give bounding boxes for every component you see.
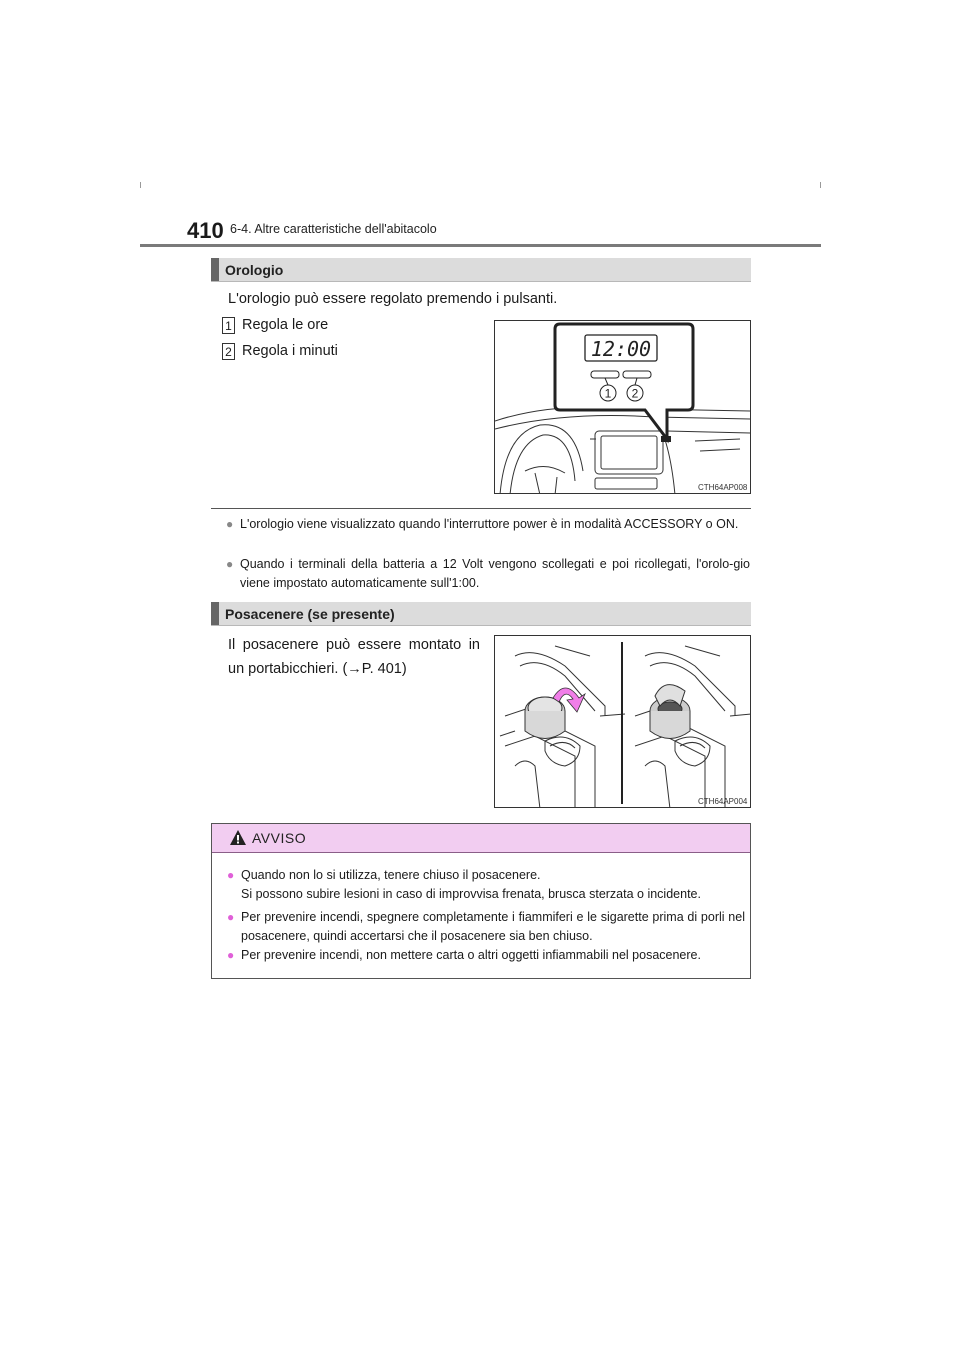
section-path: 6-4. Altre caratteristiche dell'abitacolo xyxy=(230,222,437,236)
ashtray-text: Il posacenere può essere montato in un portabicchieri. (→P. 401) xyxy=(228,637,480,677)
item-label-2: Regola i minuti xyxy=(242,343,338,359)
warning-item-3: ● Per prevenire incendi, non mettere carta o altri oggetti infiammabili nel posacenere. xyxy=(227,946,745,965)
section-bar-ashtray xyxy=(211,602,751,626)
notes-divider xyxy=(211,508,751,509)
warning-header xyxy=(212,824,750,853)
clock-figure xyxy=(494,320,751,494)
crop-mark-left xyxy=(140,182,141,188)
callout-label-1: 1 xyxy=(604,386,612,401)
warning-bullet-dot: ● xyxy=(227,948,235,962)
bullet-dot: ● xyxy=(226,557,234,571)
dashboard-illustration xyxy=(495,321,751,494)
bullet-dot: ● xyxy=(226,517,234,531)
section-bar-tab xyxy=(211,602,219,625)
item-number-2: 2 xyxy=(222,343,235,360)
figure-code-ashtray: CTH64AP004 xyxy=(698,797,748,806)
clock-intro: L'orologio può essere regolato premendo i pulsanti. xyxy=(228,291,558,307)
note-bullet-1: ● L'orologio viene visualizzato quando l'interruttore power è in modalità ACCESSORY o ON. xyxy=(226,515,750,534)
header-rule xyxy=(140,244,821,247)
page-number: 410 xyxy=(187,218,224,243)
note-bullet-2: ● Quando i terminali della batteria a 12 Volt vengono scollegati e poi ricollegati, l'orolo-gio viene impostato automaticamente sull'1:00. xyxy=(226,557,750,590)
warning-bullet-dot: ● xyxy=(227,910,235,924)
warning-triangle-icon xyxy=(229,829,247,846)
minute-button-shape xyxy=(623,371,651,378)
callout-label-2: 2 xyxy=(631,386,639,401)
section-title-clock: Orologio xyxy=(225,262,284,278)
section-title-ashtray: Posacenere (se presente) xyxy=(225,606,395,622)
warning-item-2: ● Per prevenire incendi, spegnere completamente i fiammiferi e le sigarette prima di porli nel posacenere, quindi accertarsi che il posacenere sia ben chiuso. xyxy=(227,910,745,943)
section-bar-clock xyxy=(211,258,751,282)
ashtray-figure xyxy=(494,635,751,808)
figure-code-clock: CTH64AP008 xyxy=(698,483,748,492)
warning-box xyxy=(211,823,751,979)
warning-item-1: ● Quando non lo si utilizza, tenere chiuso il posacenere. Si possono subire lesioni in caso di improvvisa frenata, brusca sterzata o incidente. xyxy=(227,868,701,901)
warning-title: AVVISO xyxy=(252,830,307,846)
ashtray-illustration xyxy=(495,636,751,808)
warning-bullet-dot: ● xyxy=(227,868,235,882)
section-bar-tab xyxy=(211,258,219,281)
hour-button-shape xyxy=(591,371,619,378)
crop-mark-right xyxy=(820,182,821,188)
clock-display-text: 12:00 xyxy=(590,337,652,361)
item-label-1: Regola le ore xyxy=(242,317,329,333)
item-number-1: 1 xyxy=(222,317,235,334)
